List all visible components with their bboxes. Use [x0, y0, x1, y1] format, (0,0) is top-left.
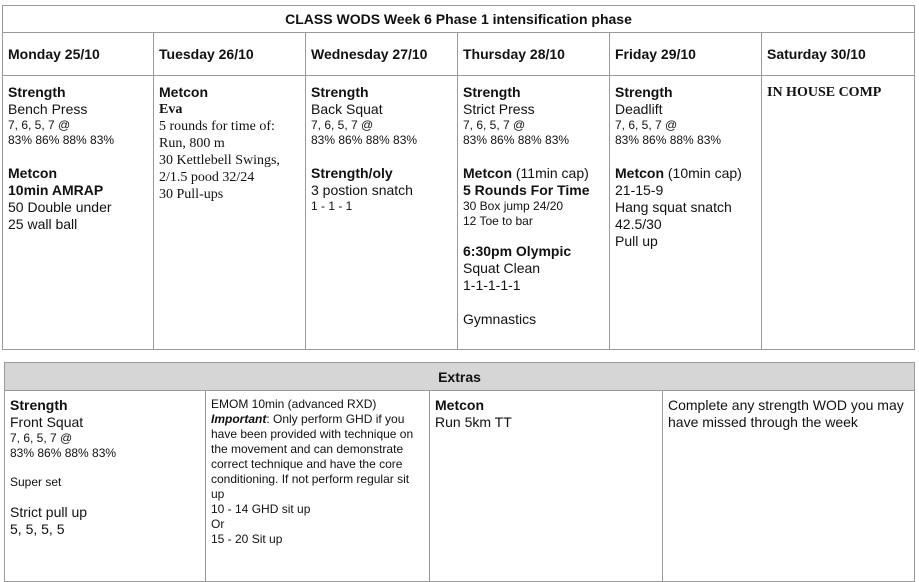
extras-strength-label: Strength	[10, 397, 68, 413]
extras-emom: EMOM 10min (advanced RXD)	[211, 397, 377, 411]
friday-cell	[610, 76, 762, 350]
tuesday-l3: 30 Kettlebell Swings,	[159, 153, 280, 168]
wednesday-strength-label: Strength	[311, 84, 369, 100]
extras-metcon-cell	[430, 391, 663, 582]
thursday-l1: 30 Box jump 24/20	[463, 199, 564, 213]
thursday-metcon-cap: (11min cap)	[515, 165, 589, 181]
monday-amrap: 10min AMRAP	[8, 182, 104, 198]
monday-cell	[3, 76, 154, 350]
thursday-percents: 83% 86% 88% 83%	[463, 133, 570, 147]
thursday-strength-label: Strength	[463, 84, 521, 100]
monday-line1: 50 Double under	[8, 199, 112, 215]
extras-reps: 7, 6, 5, 7 @	[10, 431, 73, 445]
day-header-wednesday: Wednesday 27/10	[306, 33, 458, 76]
monday-percents: 83% 86% 88% 83%	[8, 133, 115, 147]
tuesday-metcon-label: Metcon	[159, 84, 208, 100]
thursday-cell	[458, 76, 610, 350]
extras-strength-cell	[5, 391, 206, 582]
friday-l2: Hang squat snatch	[615, 199, 732, 215]
extras-run: Run 5km TT	[435, 414, 512, 430]
extras-or: Or	[211, 517, 225, 531]
extras-table	[4, 362, 915, 582]
wednesday-oly-label: Strength/oly	[311, 165, 393, 181]
friday-lift: Deadlift	[615, 101, 663, 117]
day-header-thursday: Thursday 28/10	[458, 33, 610, 76]
extras-missed-text: Complete any strength WOD you may have missed through the week	[668, 397, 904, 430]
saturday-cell	[762, 76, 915, 350]
day-content-row	[3, 76, 915, 350]
extras-ghd: 10 - 14 GHD sit up	[211, 502, 311, 516]
monday-metcon-label: Metcon	[8, 165, 57, 181]
monday-line2: 25 wall ball	[8, 216, 78, 232]
extras-lift: Front Squat	[10, 414, 84, 430]
extras-situp: 15 - 20 Sit up	[211, 532, 283, 546]
friday-percents: 83% 86% 88% 83%	[615, 133, 722, 147]
extras-metcon-label: Metcon	[435, 397, 484, 413]
monday-lift: Bench Press	[8, 101, 88, 117]
tuesday-l2: Run, 800 m	[159, 136, 225, 151]
monday-strength-label: Strength	[8, 84, 66, 100]
thursday-clean: Squat Clean	[463, 260, 541, 276]
extras-superset: Super set	[10, 475, 62, 489]
friday-metcon-label: Metcon	[615, 165, 664, 181]
friday-l4: Pull up	[615, 233, 658, 249]
extras-percents: 83% 86% 88% 83%	[10, 446, 117, 460]
friday-strength-label: Strength	[615, 84, 673, 100]
wednesday-oly-scheme: 1 - 1 - 1	[311, 199, 353, 213]
friday-l1: 21-15-9	[615, 182, 664, 198]
day-header-monday: Monday 25/10	[3, 33, 154, 76]
day-header-tuesday: Tuesday 26/10	[154, 33, 306, 76]
wednesday-reps: 7, 6, 5, 7 @	[311, 118, 374, 132]
wednesday-percents: 83% 86% 88% 83%	[311, 133, 418, 147]
extras-note: : Only perform GHD if you have been provided with technique on the movement and can demonstrate correct technique and have the core conditioning. If not perform regular sit up	[211, 412, 414, 501]
extras-important: Important	[211, 412, 267, 426]
thursday-olympic: 6:30pm Olympic	[463, 243, 572, 259]
tuesday-l4: 2/1.5 pood 32/24	[159, 170, 255, 185]
extras-pullup: Strict pull up	[10, 504, 88, 520]
tuesday-l5: 30 Pull-ups	[159, 187, 224, 202]
extras-emom-cell	[206, 391, 430, 582]
extras-content-row	[5, 391, 915, 582]
tuesday-l1: 5 rounds for time of:	[159, 119, 275, 134]
monday-reps: 7, 6, 5, 7 @	[8, 118, 71, 132]
wednesday-oly-lift: 3 postion snatch	[311, 182, 413, 198]
thursday-metcon-label: Metcon	[463, 165, 512, 181]
table-title: CLASS WODS Week 6 Phase 1 intensification phase	[3, 6, 915, 33]
extras-pullup-reps: 5, 5, 5, 5	[10, 521, 65, 537]
day-header-friday: Friday 29/10	[610, 33, 762, 76]
day-header-row	[3, 33, 915, 76]
tuesday-cell	[154, 76, 306, 350]
day-header-saturday: Saturday 30/10	[762, 33, 915, 76]
class-wods-table	[2, 5, 915, 350]
saturday-comp: IN HOUSE COMP	[767, 85, 882, 100]
thursday-rounds: 5 Rounds For Time	[463, 182, 590, 198]
wednesday-cell	[306, 76, 458, 350]
thursday-scheme: 1-1-1-1-1	[463, 277, 521, 293]
extras-header: Extras	[5, 363, 915, 391]
thursday-reps: 7, 6, 5, 7 @	[463, 118, 526, 132]
thursday-l2: 12 Toe to bar	[463, 214, 533, 228]
extras-missed-cell	[663, 391, 915, 582]
friday-l3: 42.5/30	[615, 216, 662, 232]
thursday-lift: Strict Press	[463, 101, 535, 117]
thursday-gymnastics: Gymnastics	[463, 311, 537, 327]
friday-metcon-cap: (10min cap)	[667, 165, 742, 181]
wednesday-lift: Back Squat	[311, 101, 383, 117]
friday-reps: 7, 6, 5, 7 @	[615, 118, 678, 132]
tuesday-name: Eva	[159, 102, 183, 117]
